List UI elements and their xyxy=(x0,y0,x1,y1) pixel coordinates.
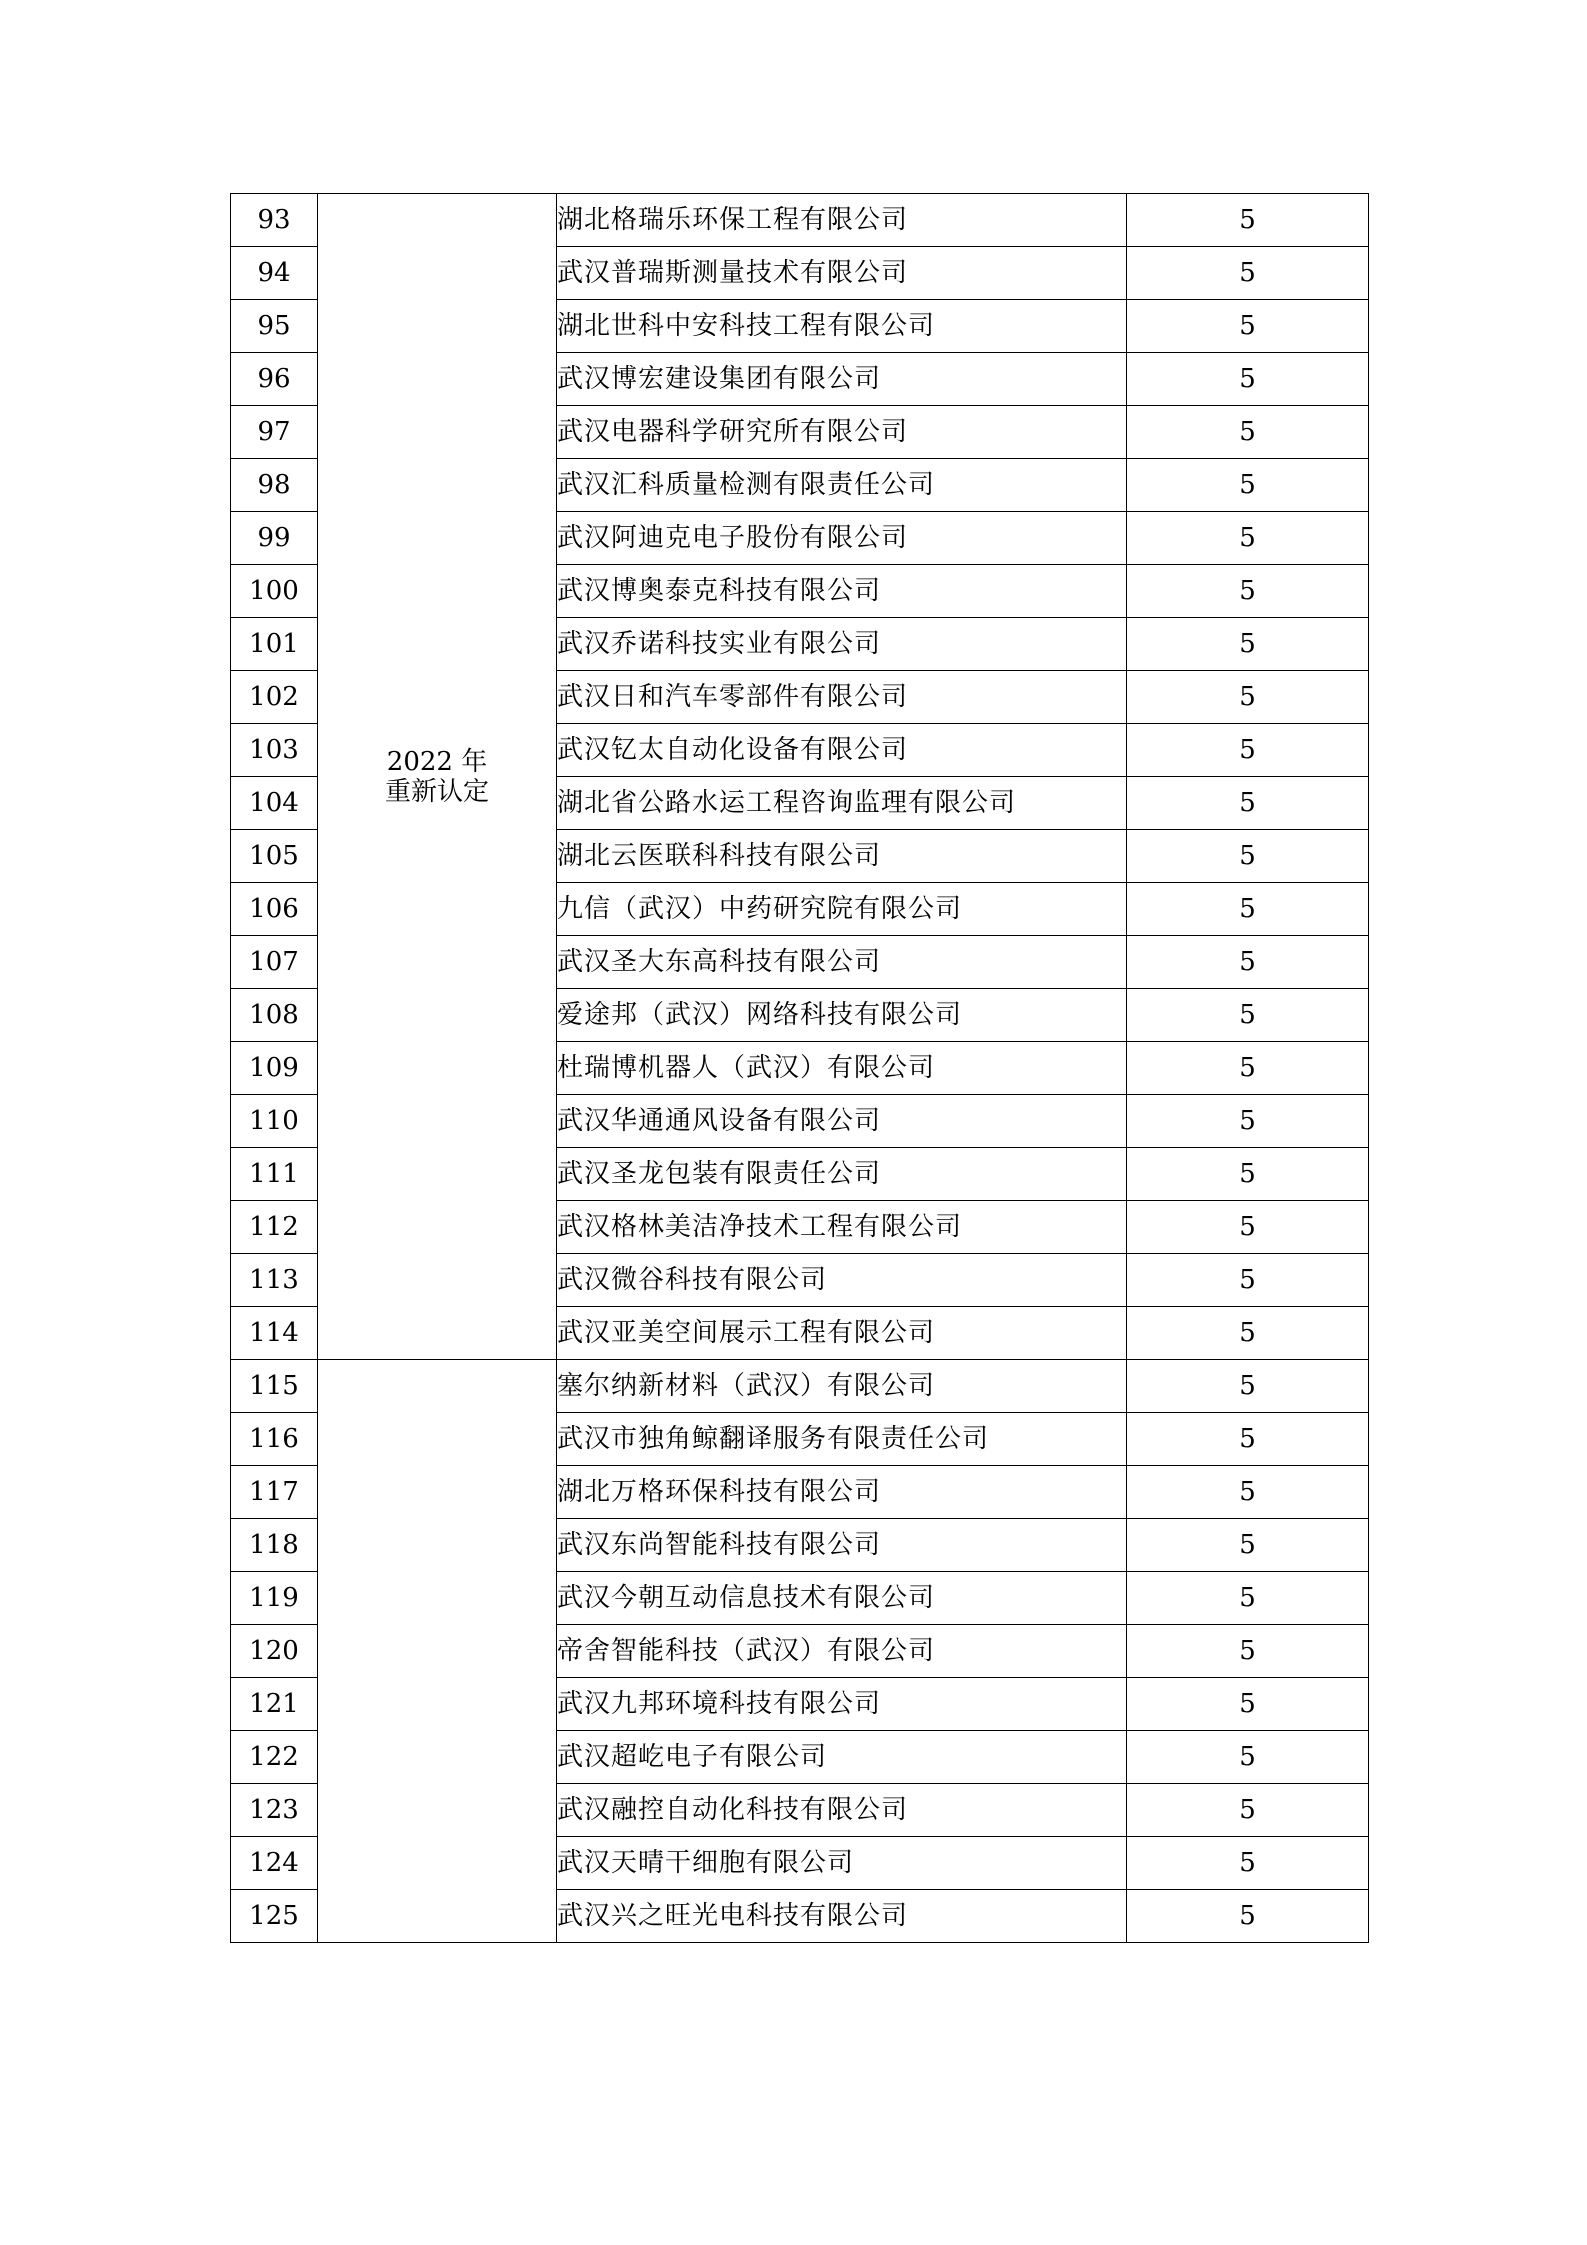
score-value: 5 xyxy=(1127,989,1369,1042)
row-number: 100 xyxy=(231,565,318,618)
company-name: 武汉天晴干细胞有限公司 xyxy=(557,1837,1127,1890)
company-name: 爱途邦（武汉）网络科技有限公司 xyxy=(557,989,1127,1042)
table-body xyxy=(231,194,1369,1943)
company-name: 湖北格瑞乐环保工程有限公司 xyxy=(557,194,1127,247)
company-name: 九信（武汉）中药研究院有限公司 xyxy=(557,883,1127,936)
company-name: 武汉普瑞斯测量技术有限公司 xyxy=(557,247,1127,300)
row-number: 97 xyxy=(231,406,318,459)
company-name: 武汉博奥泰克科技有限公司 xyxy=(557,565,1127,618)
company-name: 武汉电器科学研究所有限公司 xyxy=(557,406,1127,459)
score-value: 5 xyxy=(1127,830,1369,883)
company-name: 武汉市独角鲸翻译服务有限责任公司 xyxy=(557,1413,1127,1466)
row-number: 125 xyxy=(231,1890,318,1943)
company-name: 武汉东尚智能科技有限公司 xyxy=(557,1519,1127,1572)
company-name: 武汉融控自动化科技有限公司 xyxy=(557,1784,1127,1837)
company-name: 武汉格林美洁净技术工程有限公司 xyxy=(557,1201,1127,1254)
score-value: 5 xyxy=(1127,1042,1369,1095)
row-number: 111 xyxy=(231,1148,318,1201)
group-cell xyxy=(318,1360,557,1943)
row-number: 98 xyxy=(231,459,318,512)
company-name: 武汉亚美空间展示工程有限公司 xyxy=(557,1307,1127,1360)
group-cell xyxy=(318,194,557,1360)
score-value: 5 xyxy=(1127,300,1369,353)
row-number: 93 xyxy=(231,194,318,247)
row-number: 123 xyxy=(231,1784,318,1837)
score-value: 5 xyxy=(1127,1519,1369,1572)
group-label-year: 2022 年 xyxy=(386,746,488,777)
row-number: 118 xyxy=(231,1519,318,1572)
score-value: 5 xyxy=(1127,353,1369,406)
score-value: 5 xyxy=(1127,1678,1369,1731)
score-value: 5 xyxy=(1127,1837,1369,1890)
row-number: 114 xyxy=(231,1307,318,1360)
company-name: 杜瑞博机器人（武汉）有限公司 xyxy=(557,1042,1127,1095)
company-name: 武汉超屹电子有限公司 xyxy=(557,1731,1127,1784)
row-number: 103 xyxy=(231,724,318,777)
company-name: 湖北万格环保科技有限公司 xyxy=(557,1466,1127,1519)
row-number: 109 xyxy=(231,1042,318,1095)
row-number: 120 xyxy=(231,1625,318,1678)
company-name: 武汉兴之旺光电科技有限公司 xyxy=(557,1890,1127,1943)
row-number: 121 xyxy=(231,1678,318,1731)
row-number: 105 xyxy=(231,830,318,883)
score-value: 5 xyxy=(1127,1201,1369,1254)
row-number: 108 xyxy=(231,989,318,1042)
table-row xyxy=(231,194,1369,247)
group-label-type: 重新认定 xyxy=(384,776,489,807)
score-value: 5 xyxy=(1127,459,1369,512)
row-number: 101 xyxy=(231,618,318,671)
score-value: 5 xyxy=(1127,1731,1369,1784)
row-number: 99 xyxy=(231,512,318,565)
row-number: 104 xyxy=(231,777,318,830)
score-value: 5 xyxy=(1127,1095,1369,1148)
row-number: 96 xyxy=(231,353,318,406)
row-number: 116 xyxy=(231,1413,318,1466)
table-row xyxy=(231,1360,1369,1413)
score-value: 5 xyxy=(1127,1890,1369,1943)
score-value: 5 xyxy=(1127,512,1369,565)
score-value: 5 xyxy=(1127,1625,1369,1678)
company-name: 湖北云医联科科技有限公司 xyxy=(557,830,1127,883)
row-number: 117 xyxy=(231,1466,318,1519)
score-value: 5 xyxy=(1127,936,1369,989)
company-name: 武汉圣大东高科技有限公司 xyxy=(557,936,1127,989)
score-value: 5 xyxy=(1127,1572,1369,1625)
company-name: 武汉圣龙包装有限责任公司 xyxy=(557,1148,1127,1201)
row-number: 102 xyxy=(231,671,318,724)
score-value: 5 xyxy=(1127,1307,1369,1360)
score-value: 5 xyxy=(1127,1413,1369,1466)
score-value: 5 xyxy=(1127,247,1369,300)
score-value: 5 xyxy=(1127,1254,1369,1307)
row-number: 106 xyxy=(231,883,318,936)
row-number: 115 xyxy=(231,1360,318,1413)
score-value: 5 xyxy=(1127,777,1369,830)
row-number: 122 xyxy=(231,1731,318,1784)
company-name: 武汉华通通风设备有限公司 xyxy=(557,1095,1127,1148)
score-value: 5 xyxy=(1127,565,1369,618)
score-value: 5 xyxy=(1127,883,1369,936)
score-value: 5 xyxy=(1127,618,1369,671)
score-value: 5 xyxy=(1127,1466,1369,1519)
company-list-table xyxy=(230,193,1369,1943)
company-name: 湖北世科中安科技工程有限公司 xyxy=(557,300,1127,353)
company-name: 武汉日和汽车零部件有限公司 xyxy=(557,671,1127,724)
score-value: 5 xyxy=(1127,194,1369,247)
row-number: 107 xyxy=(231,936,318,989)
score-value: 5 xyxy=(1127,1360,1369,1413)
company-name: 武汉今朝互动信息技术有限公司 xyxy=(557,1572,1127,1625)
company-name: 塞尔纳新材料（武汉）有限公司 xyxy=(557,1360,1127,1413)
row-number: 124 xyxy=(231,1837,318,1890)
company-name: 湖北省公路水运工程咨询监理有限公司 xyxy=(557,777,1127,830)
company-name: 武汉九邦环境科技有限公司 xyxy=(557,1678,1127,1731)
company-name: 帝舍智能科技（武汉）有限公司 xyxy=(557,1625,1127,1678)
row-number: 95 xyxy=(231,300,318,353)
score-value: 5 xyxy=(1127,406,1369,459)
company-name: 武汉汇科质量检测有限责任公司 xyxy=(557,459,1127,512)
company-name: 武汉乔诺科技实业有限公司 xyxy=(557,618,1127,671)
score-value: 5 xyxy=(1127,1784,1369,1837)
score-value: 5 xyxy=(1127,724,1369,777)
company-name: 武汉博宏建设集团有限公司 xyxy=(557,353,1127,406)
row-number: 112 xyxy=(231,1201,318,1254)
row-number: 119 xyxy=(231,1572,318,1625)
score-value: 5 xyxy=(1127,1148,1369,1201)
company-name: 武汉微谷科技有限公司 xyxy=(557,1254,1127,1307)
company-name: 武汉钇太自动化设备有限公司 xyxy=(557,724,1127,777)
row-number: 113 xyxy=(231,1254,318,1307)
company-name: 武汉阿迪克电子股份有限公司 xyxy=(557,512,1127,565)
score-value: 5 xyxy=(1127,671,1369,724)
row-number: 94 xyxy=(231,247,318,300)
row-number: 110 xyxy=(231,1095,318,1148)
